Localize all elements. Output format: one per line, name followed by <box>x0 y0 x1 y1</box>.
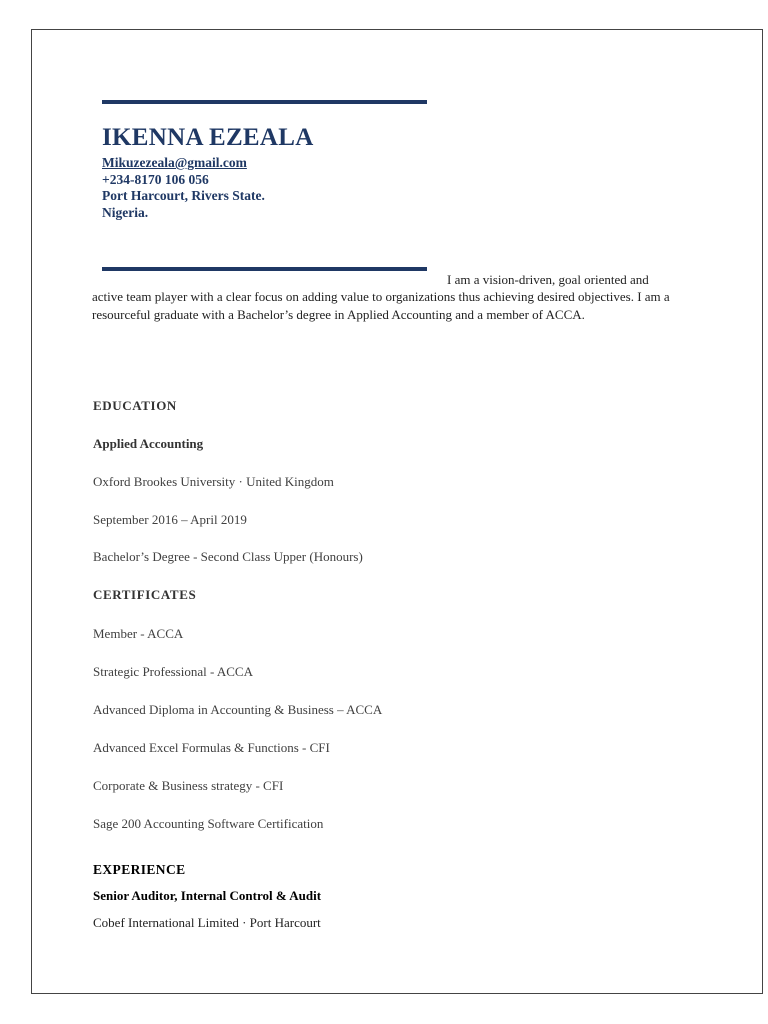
address-line-2: Nigeria. <box>102 204 149 220</box>
education-heading: EDUCATION <box>93 398 177 413</box>
contact-block <box>102 155 265 221</box>
summary-rest: active team player with a clear focus on adding value to organizations thus achieving desired objectives. I am a resourceful graduate with a Bachelor’s degree in Applied Accounting and a member of ACCA. <box>92 289 670 322</box>
candidate-name: IKENNA EZEALA <box>102 124 314 151</box>
certificate-item: Member - ACCA <box>93 626 184 641</box>
certificate-item: Strategic Professional - ACCA <box>93 664 253 679</box>
education-dates: September 2016 – April 2019 <box>93 512 247 527</box>
certificate-item: Corporate & Business strategy - CFI <box>93 778 284 793</box>
phone-number: +234-8170 106 056 <box>102 171 209 187</box>
summary-first-line: I am a vision-driven, goal oriented and <box>447 272 649 287</box>
certificates-heading: CERTIFICATES <box>93 587 197 602</box>
education-institution: Oxford Brookes University · United Kingdom <box>93 474 334 489</box>
job-organization: Cobef International Limited · Port Harcourt <box>93 915 321 930</box>
education-course: Applied Accounting <box>93 436 204 451</box>
professional-summary <box>92 271 672 323</box>
experience-heading: EXPERIENCE <box>93 862 186 877</box>
education-degree: Bachelor’s Degree - Second Class Upper (Honours) <box>93 549 363 564</box>
certificate-item: Sage 200 Accounting Software Certification <box>93 816 324 831</box>
address-line-1: Port Harcourt, Rivers State. <box>102 188 265 203</box>
email-link[interactable]: Mikuzezeala@gmail.com <box>102 155 247 170</box>
certificate-item: Advanced Excel Formulas & Functions - CFI <box>93 740 330 755</box>
header-top-rule <box>102 100 427 104</box>
certificate-item: Advanced Diploma in Accounting & Business – ACCA <box>93 702 383 717</box>
job-title: Senior Auditor, Internal Control & Audit <box>93 888 322 903</box>
